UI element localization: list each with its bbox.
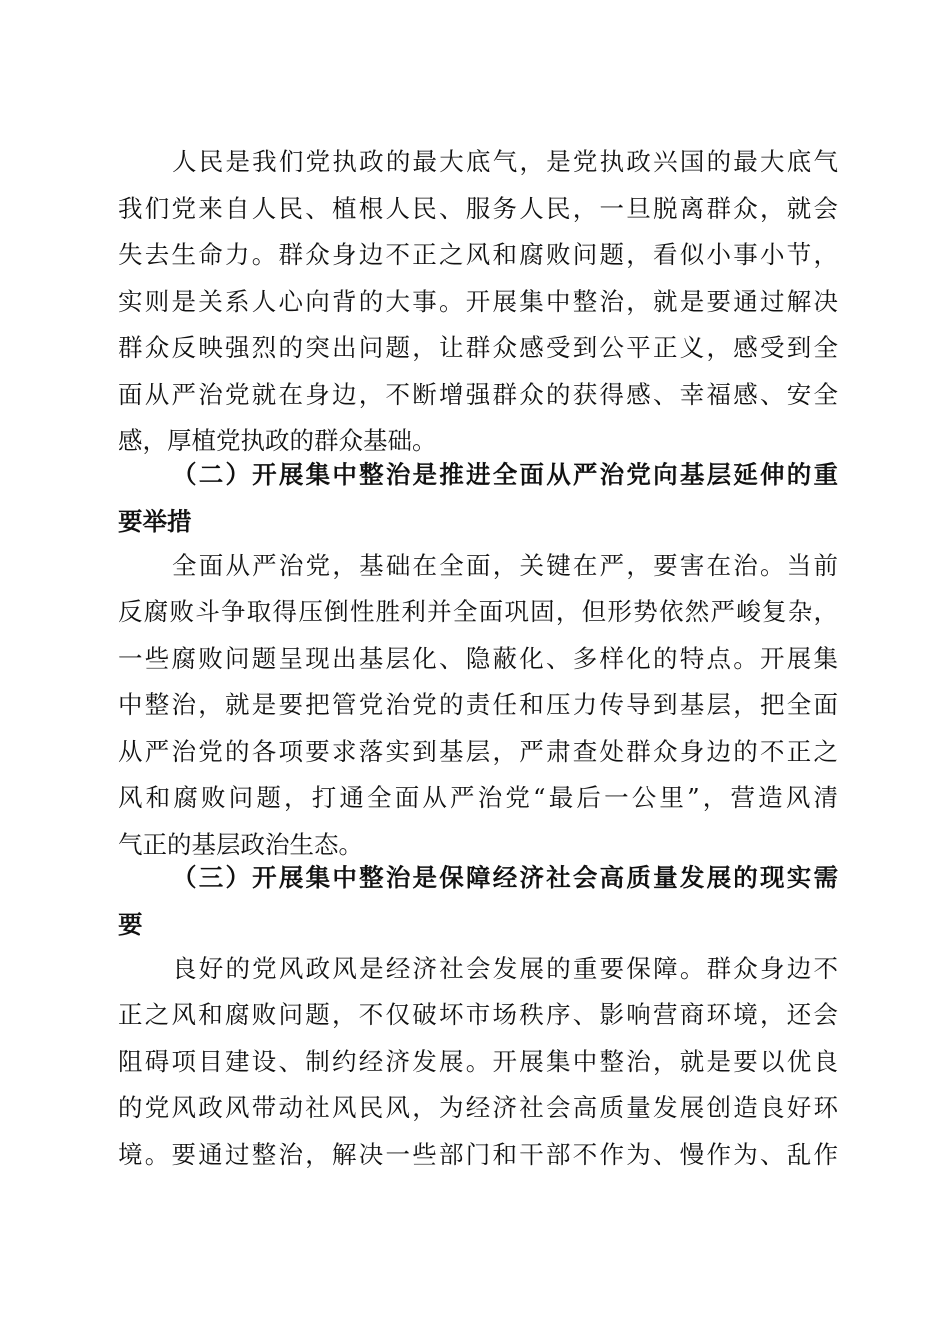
paragraph-1-line-7: 感，厚植党执政的群众基础。 [118, 426, 437, 455]
paragraph-2-line-2: 反腐败斗争取得压倒性胜利并全面巩固，但形势依然严峻复杂， [118, 597, 838, 626]
paragraph-3-line-4: 的党风政风带动社风民风，为经济社会高质量发展创造良好环 [118, 1093, 838, 1122]
section-heading-3-line-2: 要 [118, 910, 143, 939]
paragraph-3-line-5: 境。要通过整治，解决一些部门和干部不作为、慢作为、乱作 [118, 1140, 838, 1169]
paragraph-1-line-5: 群众反映强烈的突出问题，让群众感受到公平正义，感受到全 [118, 333, 838, 362]
paragraph-3-line-1: 良好的党风政风是经济社会发展的重要保障。群众身边不 [172, 954, 838, 983]
paragraph-3-line-3: 阻碍项目建设、制约经济发展。开展集中整治，就是要以优良 [118, 1047, 838, 1076]
paragraph-1-line-6: 面从严治党就在身边，不断增强群众的获得感、幸福感、安全 [118, 380, 838, 409]
section-heading-2-line-1: （二）开展集中整治是推进全面从严治党向基层延伸的重 [172, 460, 838, 489]
paragraph-1-line-2: 我们党来自人民、植根人民、服务人民，一旦脱离群众，就会 [118, 194, 838, 223]
section-heading-3-line-1: （三）开展集中整治是保障经济社会高质量发展的现实需 [172, 863, 838, 892]
paragraph-2-line-7: 气正的基层政治生态。 [118, 830, 363, 859]
paragraph-3-line-2: 正之风和腐败问题，不仅破坏市场秩序、影响营商环境，还会 [118, 1000, 838, 1029]
paragraph-1-line-4: 实则是关系人心向背的大事。开展集中整治，就是要通过解决 [118, 287, 838, 316]
paragraph-2-line-4: 中整治，就是要把管党治党的责任和压力传导到基层，把全面 [118, 690, 838, 719]
paragraph-2-line-5: 从严治党的各项要求落实到基层，严肃查处群众身边的不正之 [118, 737, 838, 766]
section-heading-2-line-2: 要举措 [118, 507, 192, 536]
paragraph-2-line-3: 一些腐败问题呈现出基层化、隐蔽化、多样化的特点。开展集 [118, 644, 838, 673]
paragraph-1-line-1: 人民是我们党执政的最大底气，是党执政兴国的最大底气 [172, 147, 838, 176]
paragraph-2-line-6: 风和腐败问题，打通全面从严治党“最后一公里”，营造风清 [118, 783, 838, 812]
paragraph-1-line-3: 失去生命力。群众身边不正之风和腐败问题，看似小事小节， [118, 240, 838, 269]
paragraph-2-line-1: 全面从严治党，基础在全面，关键在严，要害在治。当前 [172, 551, 838, 580]
